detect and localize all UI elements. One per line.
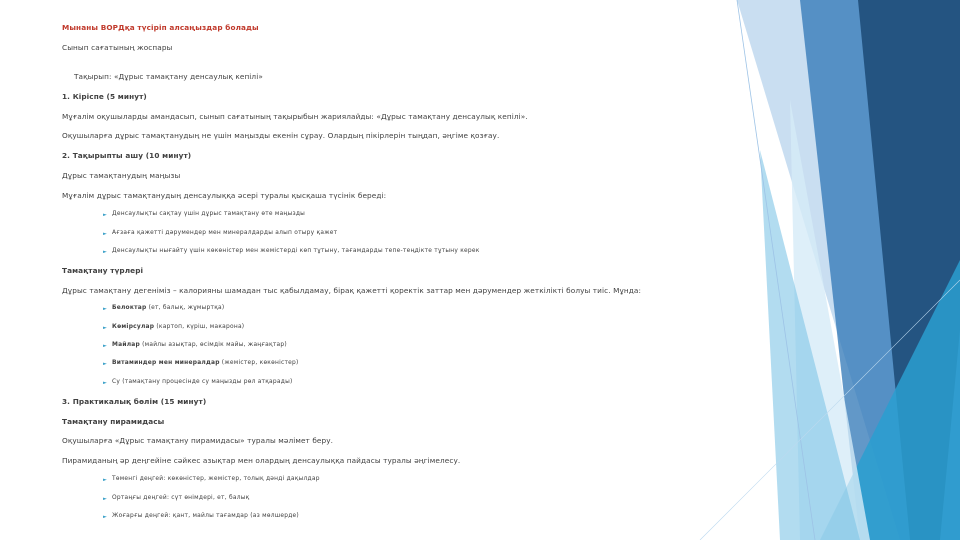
list-item: ► Көмірсулар (картоп, күріш, макарона) [103, 324, 245, 331]
section2-intro: Мұғалім дұрыс тамақтанудың денсаулыққа әсері туралы қысқаша түсінік береді: [62, 191, 387, 200]
list-item: ► Су (тамақтану процесінде су маңызды рөл атқарады) [103, 379, 293, 386]
topic-line: Тақырып: «Дұрыс тамақтану денсаулық кепілі» [74, 72, 263, 81]
bullet-arrow-icon: ► [103, 379, 108, 386]
section3-heading: 3. Практикалық бөлім (15 минут) [62, 397, 207, 406]
list-item: ► Ортаңғы деңгей: сүт өнімдері, ет, балық [103, 495, 250, 502]
bullet-arrow-icon: ► [103, 248, 108, 255]
section2-subheading: Дұрыс тамақтанудың маңызы [62, 171, 181, 180]
section1-paragraph-1: Мұғалім оқушыларды амандасып, сынып сағатының тақырыбын жариялайды: «Дұрыс тамақтану денсаулық кепілі». [62, 112, 528, 121]
list-item: ► Төменгі деңгей: көкөністер, жемістер, толық дәнді дақылдар [103, 476, 320, 483]
types-heading: Тамақтану түрлері [62, 266, 144, 275]
section1-heading: 1. Кіріспе (5 минут) [62, 92, 147, 101]
list-item: ► Майлар (майлы азықтар, өсімдік майы, жаңғақтар) [103, 342, 287, 349]
section2-heading: 2. Тақырыпты ашу (10 минут) [62, 151, 192, 160]
bullet-arrow-icon: ► [103, 476, 108, 483]
list-item: ► Жоғарғы деңгей: қант, майлы тағамдар (аз мөлшерде) [103, 513, 299, 520]
bullet-arrow-icon: ► [103, 360, 108, 367]
list-item: ► Белоктар (ет, балық, жұмыртқа) [103, 305, 225, 312]
bullet-arrow-icon: ► [103, 230, 108, 237]
list-item: ► Ағзаға қажетті дәрумендер мен минералдарды алып отыру қажет [103, 230, 338, 237]
types-intro: Дұрыс тамақтану дегеніміз – калорияны шамадан тыс қабылдамау, бірақ қажетті қоректік заттар мен дәрумендер жеткілікті болуы тиіс. Мұнда: [62, 286, 642, 295]
document-body [62, 0, 762, 540]
document-title: Мынаны ВОРДқа түсіріп алсаңыздар болады [62, 23, 259, 32]
bullet-arrow-icon: ► [103, 324, 108, 331]
section3-paragraph-1: Оқушыларға «Дұрыс тамақтану пирамидасы» туралы мәлімет беру. [62, 436, 334, 445]
bullet-arrow-icon: ► [103, 305, 108, 312]
bullet-arrow-icon: ► [103, 495, 108, 502]
section1-paragraph-2: Оқушыларға дұрыс тамақтанудың не үшін маңызды екенін сұрау. Олардың пікірлерін тыңдап, әңгіме қозғау. [62, 131, 500, 140]
section3-paragraph-2: Пирамиданың әр деңгейіне сәйкес азықтар мен олардың денсаулыққа пайдасы туралы әңгімелесу. [62, 456, 461, 465]
plan-subtitle: Сынып сағатының жоспары [62, 43, 173, 52]
bullet-arrow-icon: ► [103, 342, 108, 349]
bullet-arrow-icon: ► [103, 211, 108, 218]
list-item: ► Денсаулықты сақтау үшін дұрыс тамақтану өте маңызды [103, 211, 306, 218]
list-item: ► Витаминдер мен минералдар (жемістер, көкөністер) [103, 360, 299, 367]
list-item: ► Денсаулықты нығайту үшін көкөністер мен жемістерді көп тұтыну, тағамдарды тепе-теңдікте тұтыну керек [103, 248, 480, 255]
bullet-arrow-icon: ► [103, 513, 108, 520]
section3-subheading: Тамақтану пирамидасы [62, 417, 165, 426]
